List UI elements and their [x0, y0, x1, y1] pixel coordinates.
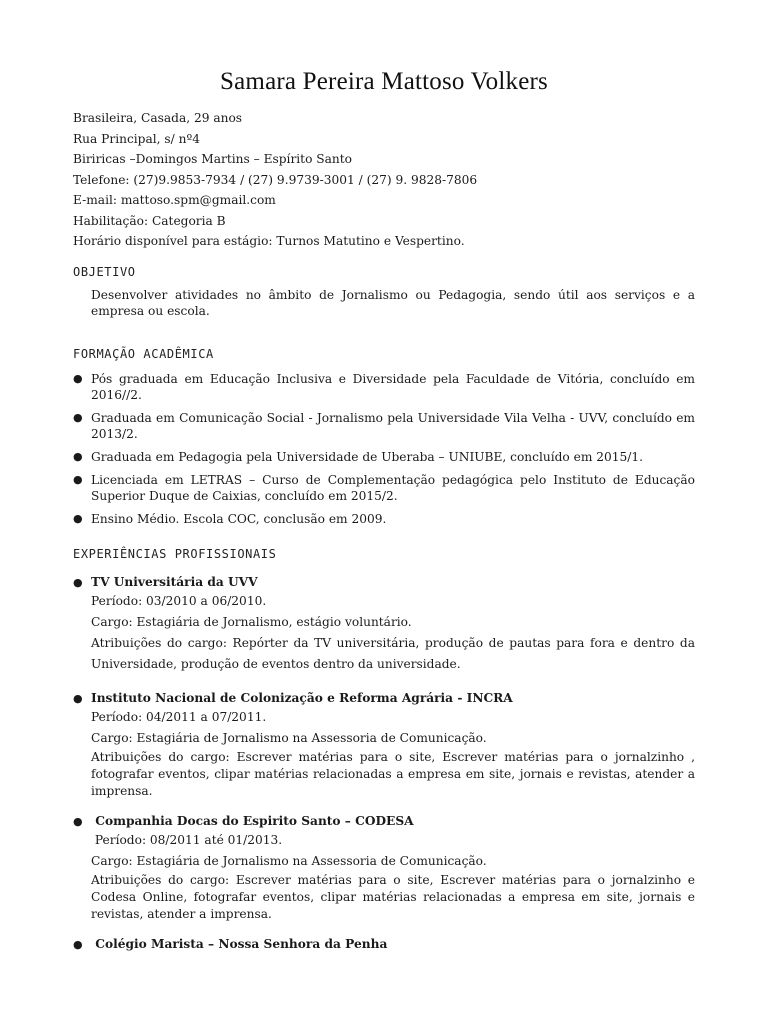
- nationality-line: Brasileira, Casada, 29 anos: [73, 111, 243, 125]
- list-item: ● Pós graduada em Educação Inclusiva e Diversidade pela Faculdade de Vitória, concluído em 2016//2.: [73, 371, 695, 402]
- job-role: Cargo: Estagiária de Jornalismo, estágio voluntário.: [91, 614, 412, 629]
- personal-info: [73, 108, 695, 252]
- list-item: ● Licenciada em LETRAS – Curso de Complementação pedagógica pelo Instituto de Educação Superior Duque de Caixias, concluído em 2015/2.: [73, 472, 695, 503]
- list-item: ● Graduada em Comunicação Social - Jornalismo pela Universidade Vila Velha - UVV, concluído em 2013/2.: [73, 410, 695, 441]
- job-company: Companhia Docas do Espirito Santo – CODESA: [91, 813, 414, 828]
- job-company: Instituto Nacional de Colonização e Reforma Agrária - INCRA: [91, 690, 513, 705]
- bullet-icon: ●: [73, 410, 83, 424]
- phone-line: Telefone: (27)9.9853-7934 / (27) 9.9739-3001 / (27) 9. 9828-7806: [73, 172, 478, 187]
- job-role: Cargo: Estagiária de Jornalismo na Assessoria de Comunicação.: [91, 730, 487, 745]
- experience-heading: EXPERIÊNCIAS PROFISSIONAIS: [73, 546, 277, 561]
- job-period: Período: 03/2010 a 06/2010.: [91, 593, 267, 608]
- job-role: Cargo: Estagiária de Jornalismo na Assessoria de Comunicação.: [91, 853, 487, 868]
- job-entry-codesa: [73, 812, 695, 923]
- bullet-icon: ●: [73, 937, 83, 951]
- job-entry-marista: [73, 935, 695, 953]
- bullet-icon: ●: [73, 449, 83, 463]
- email-line: E-mail: mattoso.spm@gmail.com: [73, 193, 276, 207]
- address-line: Rua Principal, s/ nº4: [73, 131, 200, 146]
- bullet-icon: ●: [73, 511, 83, 525]
- job-duties: Atribuições do cargo: Escrever matérias para o site, Escrever matérias para o jornalzinho e Codesa Online, fotografar eventos, clipar matérias relacionadas a empresa em site, jornais e revistas, atender a imprensa.: [91, 872, 695, 921]
- job-entry-incra: [73, 689, 695, 800]
- candidate-name: Samara Pereira Mattoso Volkers: [220, 68, 548, 95]
- bullet-icon: ●: [73, 371, 83, 385]
- job-period: Período: 04/2011 a 07/2011.: [91, 709, 267, 724]
- job-company: Colégio Marista – Nossa Senhora da Penha: [91, 936, 388, 951]
- list-item: ● Ensino Médio. Escola COC, conclusão em 2009.: [73, 511, 387, 526]
- job-period: Período: 08/2011 até 01/2013.: [91, 832, 283, 847]
- education-heading: FORMAÇÃO ACADÊMICA: [73, 346, 214, 361]
- city-line: Biriricas –Domingos Martins – Espírito Santo: [73, 152, 352, 166]
- license-line: Habilitação: Categoria B: [73, 213, 226, 228]
- availability-line: Horário disponível para estágio: Turnos Matutino e Vespertino.: [73, 234, 465, 248]
- objective-text: Desenvolver atividades no âmbito de Jornalismo ou Pedagogia, sendo útil aos serviços e a empresa ou escola.: [91, 287, 695, 318]
- education-list: [73, 371, 695, 527]
- bullet-icon: ●: [73, 691, 83, 705]
- objective-heading: OBJETIVO: [73, 264, 136, 279]
- job-duties: Atribuições do cargo: Escrever matérias para o site, Escrever matérias para o jornalzinho , fotografar eventos, clipar matérias relacionadas a empresa em site, jornais e revistas, atender a imprensa.: [91, 749, 695, 798]
- list-item: ● Graduada em Pedagogia pela Universidade de Uberaba – UNIUBE, concluído em 2015/1.: [73, 449, 644, 464]
- job-company: TV Universitária da UVV: [91, 574, 258, 589]
- bullet-icon: ●: [73, 575, 83, 589]
- bullet-icon: ●: [73, 814, 83, 828]
- job-duties: Atribuições do cargo: Repórter da TV universitária, produção de pautas para fora e dentro da Universidade, produção de eventos dentro da universidade.: [91, 635, 695, 671]
- job-entry-tv-uvv: [73, 573, 695, 675]
- bullet-icon: ●: [73, 472, 83, 486]
